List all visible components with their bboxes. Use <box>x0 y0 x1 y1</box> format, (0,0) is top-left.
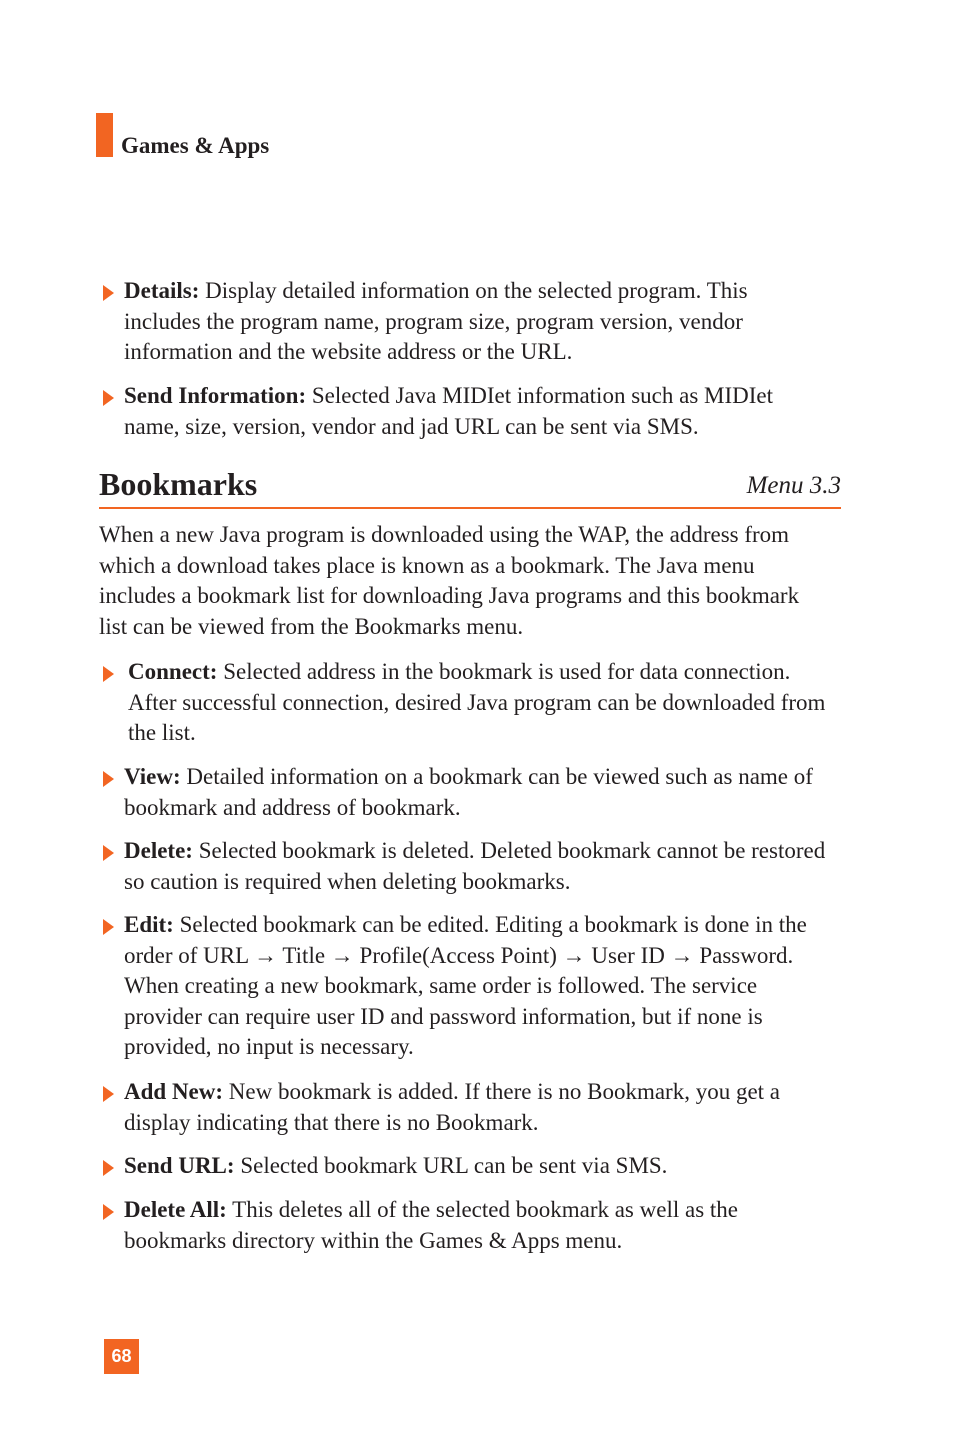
triangle-bullet-icon <box>103 285 114 301</box>
item-description: Detailed information on a bookmark can be viewed such as name of bookmark and address of bookmark. <box>124 764 813 820</box>
intro-paragraph: When a new Java program is downloaded using the WAP, the address from which a download takes place is known as a bookmark. The Java menu includes a bookmark list for downloading Java programs and this bookmark list can be viewed from the Bookmarks menu. <box>99 522 800 639</box>
item-description: Selected Java MIDIet information such as MIDIet name, size, version, vendor and jad URL can be sent via SMS. <box>124 383 773 439</box>
item-description: Selected bookmark can be edited. Editing a bookmark is done in the order of URL → Title → Profile(Access Point) → User ID → Password. When creating a new bookmark, same order is followed. The service provider can require user ID and password information, but if none is provided, no input is necessary. <box>124 912 807 1059</box>
item-term: Edit: <box>124 912 174 937</box>
menu-reference: Menu 3.3 <box>746 472 841 499</box>
page-number-badge: 68 <box>104 1339 139 1374</box>
list-item-details <box>124 276 824 368</box>
item-term: Delete: <box>124 838 193 863</box>
triangle-bullet-icon <box>103 1204 114 1220</box>
list-item-send-information <box>124 381 834 442</box>
item-description: Selected bookmark is deleted. Deleted bookmark cannot be restored so caution is required when deleting bookmarks. <box>124 838 826 894</box>
item-term: Connect: <box>128 659 218 684</box>
triangle-bullet-icon <box>103 845 114 861</box>
triangle-bullet-icon <box>103 1160 114 1176</box>
item-term: Details: <box>124 278 200 303</box>
list-item-edit <box>124 910 839 1063</box>
item-term: Send Information: <box>124 383 307 408</box>
item-description: New bookmark is added. If there is no Bookmark, you get a display indicating that there is no Bookmark. <box>124 1079 781 1135</box>
list-item-delete-all <box>124 1195 824 1256</box>
item-description: Selected address in the bookmark is used for data connection. After successful connection, desired Java program can be downloaded from the list. <box>128 659 826 745</box>
triangle-bullet-icon <box>103 919 114 935</box>
list-item-send-url <box>124 1151 839 1182</box>
list-item-add-new <box>124 1077 839 1138</box>
list-item-delete <box>124 836 834 897</box>
bookmarks-heading <box>99 464 841 509</box>
list-item-view <box>124 762 844 823</box>
item-term: Add New: <box>124 1079 224 1104</box>
triangle-bullet-icon <box>103 771 114 787</box>
list-item-connect <box>128 657 843 749</box>
item-description: This deletes all of the selected bookmark as well as the bookmarks directory within the Games & Apps menu. <box>124 1197 738 1253</box>
item-term: Send URL: <box>124 1153 235 1178</box>
item-term: View: <box>124 764 181 789</box>
section-title: Games & Apps <box>121 133 270 158</box>
triangle-bullet-icon <box>103 1086 114 1102</box>
section-marker <box>96 113 113 157</box>
item-term: Delete All: <box>124 1197 227 1222</box>
triangle-bullet-icon <box>103 390 114 406</box>
item-description: Selected bookmark URL can be sent via SMS. <box>234 1153 668 1178</box>
page-title: Bookmarks <box>99 466 258 502</box>
triangle-bullet-icon <box>103 666 114 682</box>
item-description: Display detailed information on the selected program. This includes the program name, program size, program version, vendor information and the website address or the URL. <box>124 278 748 364</box>
